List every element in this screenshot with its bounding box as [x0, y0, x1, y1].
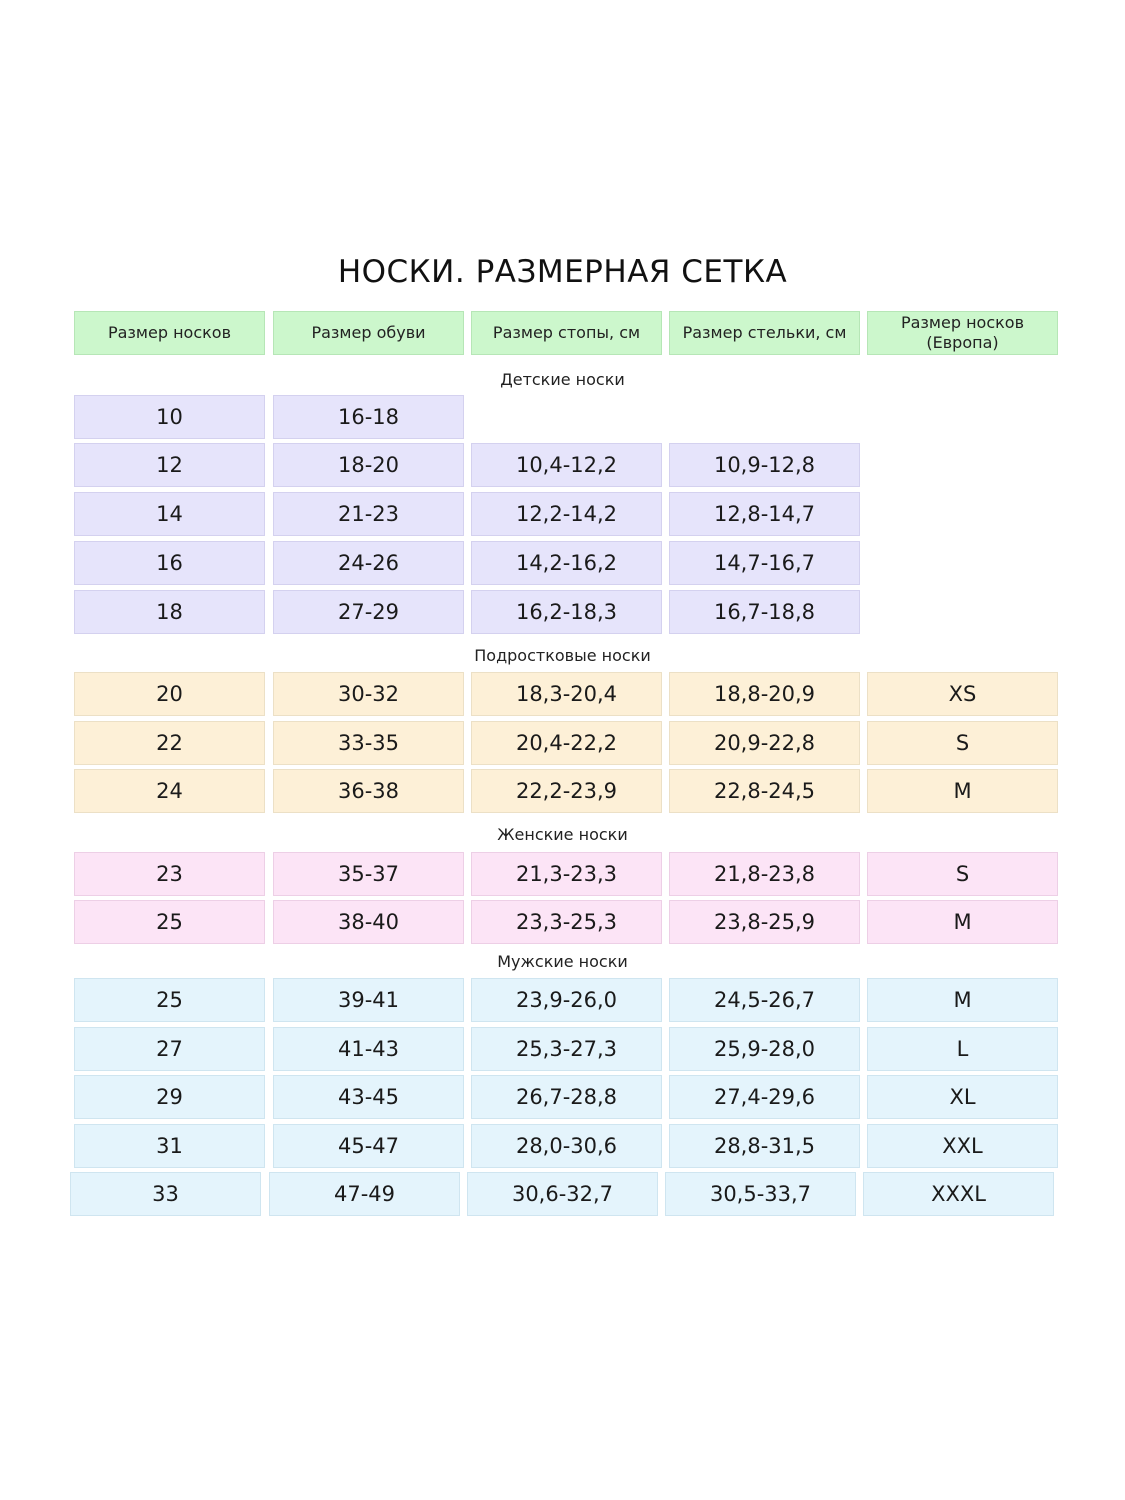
table-cell: 23,9-26,0	[471, 978, 662, 1022]
table-cell: 16-18	[273, 395, 464, 439]
column-header: Размер носков (Европа)	[867, 311, 1058, 355]
table-cell: 28,0-30,6	[471, 1124, 662, 1168]
table-cell: 21,8-23,8	[669, 852, 860, 896]
table-cell: L	[867, 1027, 1058, 1071]
table-cell: 28,8-31,5	[669, 1124, 860, 1168]
page-title: НОСКИ. РАЗМЕРНАЯ СЕТКА	[337, 254, 788, 290]
table-cell: 27-29	[273, 590, 464, 634]
section-title-teen: Подростковые носки	[474, 646, 651, 665]
table-cell: 47-49	[269, 1172, 460, 1216]
table-cell: 25	[74, 978, 265, 1022]
table-cell: 24,5-26,7	[669, 978, 860, 1022]
table-cell: 41-43	[273, 1027, 464, 1071]
table-cell: 23	[74, 852, 265, 896]
table-cell: XXXL	[863, 1172, 1054, 1216]
column-header: Размер носков	[74, 311, 265, 355]
table-cell: 20,4-22,2	[471, 721, 662, 765]
table-cell: M	[867, 900, 1058, 944]
table-cell: XS	[867, 672, 1058, 716]
table-cell: 22,8-24,5	[669, 769, 860, 813]
table-cell: 21-23	[273, 492, 464, 536]
table-cell: 25,9-28,0	[669, 1027, 860, 1071]
table-cell: 31	[74, 1124, 265, 1168]
table-cell: 35-37	[273, 852, 464, 896]
table-cell: 18	[74, 590, 265, 634]
table-cell: 18-20	[273, 443, 464, 487]
table-cell: 12,8-14,7	[669, 492, 860, 536]
table-cell: 22,2-23,9	[471, 769, 662, 813]
table-cell: 20,9-22,8	[669, 721, 860, 765]
table-cell: 22	[74, 721, 265, 765]
table-cell: 18,3-20,4	[471, 672, 662, 716]
section-title-kids: Детские носки	[500, 370, 625, 389]
table-cell: 14	[74, 492, 265, 536]
table-cell: 33-35	[273, 721, 464, 765]
table-cell: 18,8-20,9	[669, 672, 860, 716]
column-header: Размер стельки, см	[669, 311, 860, 355]
table-cell: 27,4-29,6	[669, 1075, 860, 1119]
table-cell: 24-26	[273, 541, 464, 585]
table-cell: 16	[74, 541, 265, 585]
table-cell: 39-41	[273, 978, 464, 1022]
table-cell: 14,2-16,2	[471, 541, 662, 585]
table-cell: 20	[74, 672, 265, 716]
table-cell: 14,7-16,7	[669, 541, 860, 585]
table-cell: 24	[74, 769, 265, 813]
section-title-men: Мужские носки	[497, 952, 628, 971]
table-cell: 10	[74, 395, 265, 439]
table-cell: S	[867, 721, 1058, 765]
table-cell: 43-45	[273, 1075, 464, 1119]
table-cell: XXL	[867, 1124, 1058, 1168]
table-cell: 12	[74, 443, 265, 487]
table-cell: 10,9-12,8	[669, 443, 860, 487]
table-cell: 38-40	[273, 900, 464, 944]
table-cell: 36-38	[273, 769, 464, 813]
table-cell: 29	[74, 1075, 265, 1119]
table-cell: M	[867, 978, 1058, 1022]
section-title-women: Женские носки	[497, 825, 628, 844]
table-cell: 45-47	[273, 1124, 464, 1168]
table-cell: S	[867, 852, 1058, 896]
table-cell: M	[867, 769, 1058, 813]
table-cell: 23,3-25,3	[471, 900, 662, 944]
table-cell: 33	[70, 1172, 261, 1216]
table-cell: 26,7-28,8	[471, 1075, 662, 1119]
table-cell: 16,7-18,8	[669, 590, 860, 634]
table-cell: 27	[74, 1027, 265, 1071]
column-header: Размер стопы, см	[471, 311, 662, 355]
table-cell: 30,5-33,7	[665, 1172, 856, 1216]
table-cell: 30,6-32,7	[467, 1172, 658, 1216]
table-cell: 21,3-23,3	[471, 852, 662, 896]
column-header: Размер обуви	[273, 311, 464, 355]
table-cell: 25,3-27,3	[471, 1027, 662, 1071]
table-cell: 12,2-14,2	[471, 492, 662, 536]
table-cell: 23,8-25,9	[669, 900, 860, 944]
table-cell: XL	[867, 1075, 1058, 1119]
table-cell: 10,4-12,2	[471, 443, 662, 487]
table-cell: 25	[74, 900, 265, 944]
table-cell: 16,2-18,3	[471, 590, 662, 634]
table-cell: 30-32	[273, 672, 464, 716]
